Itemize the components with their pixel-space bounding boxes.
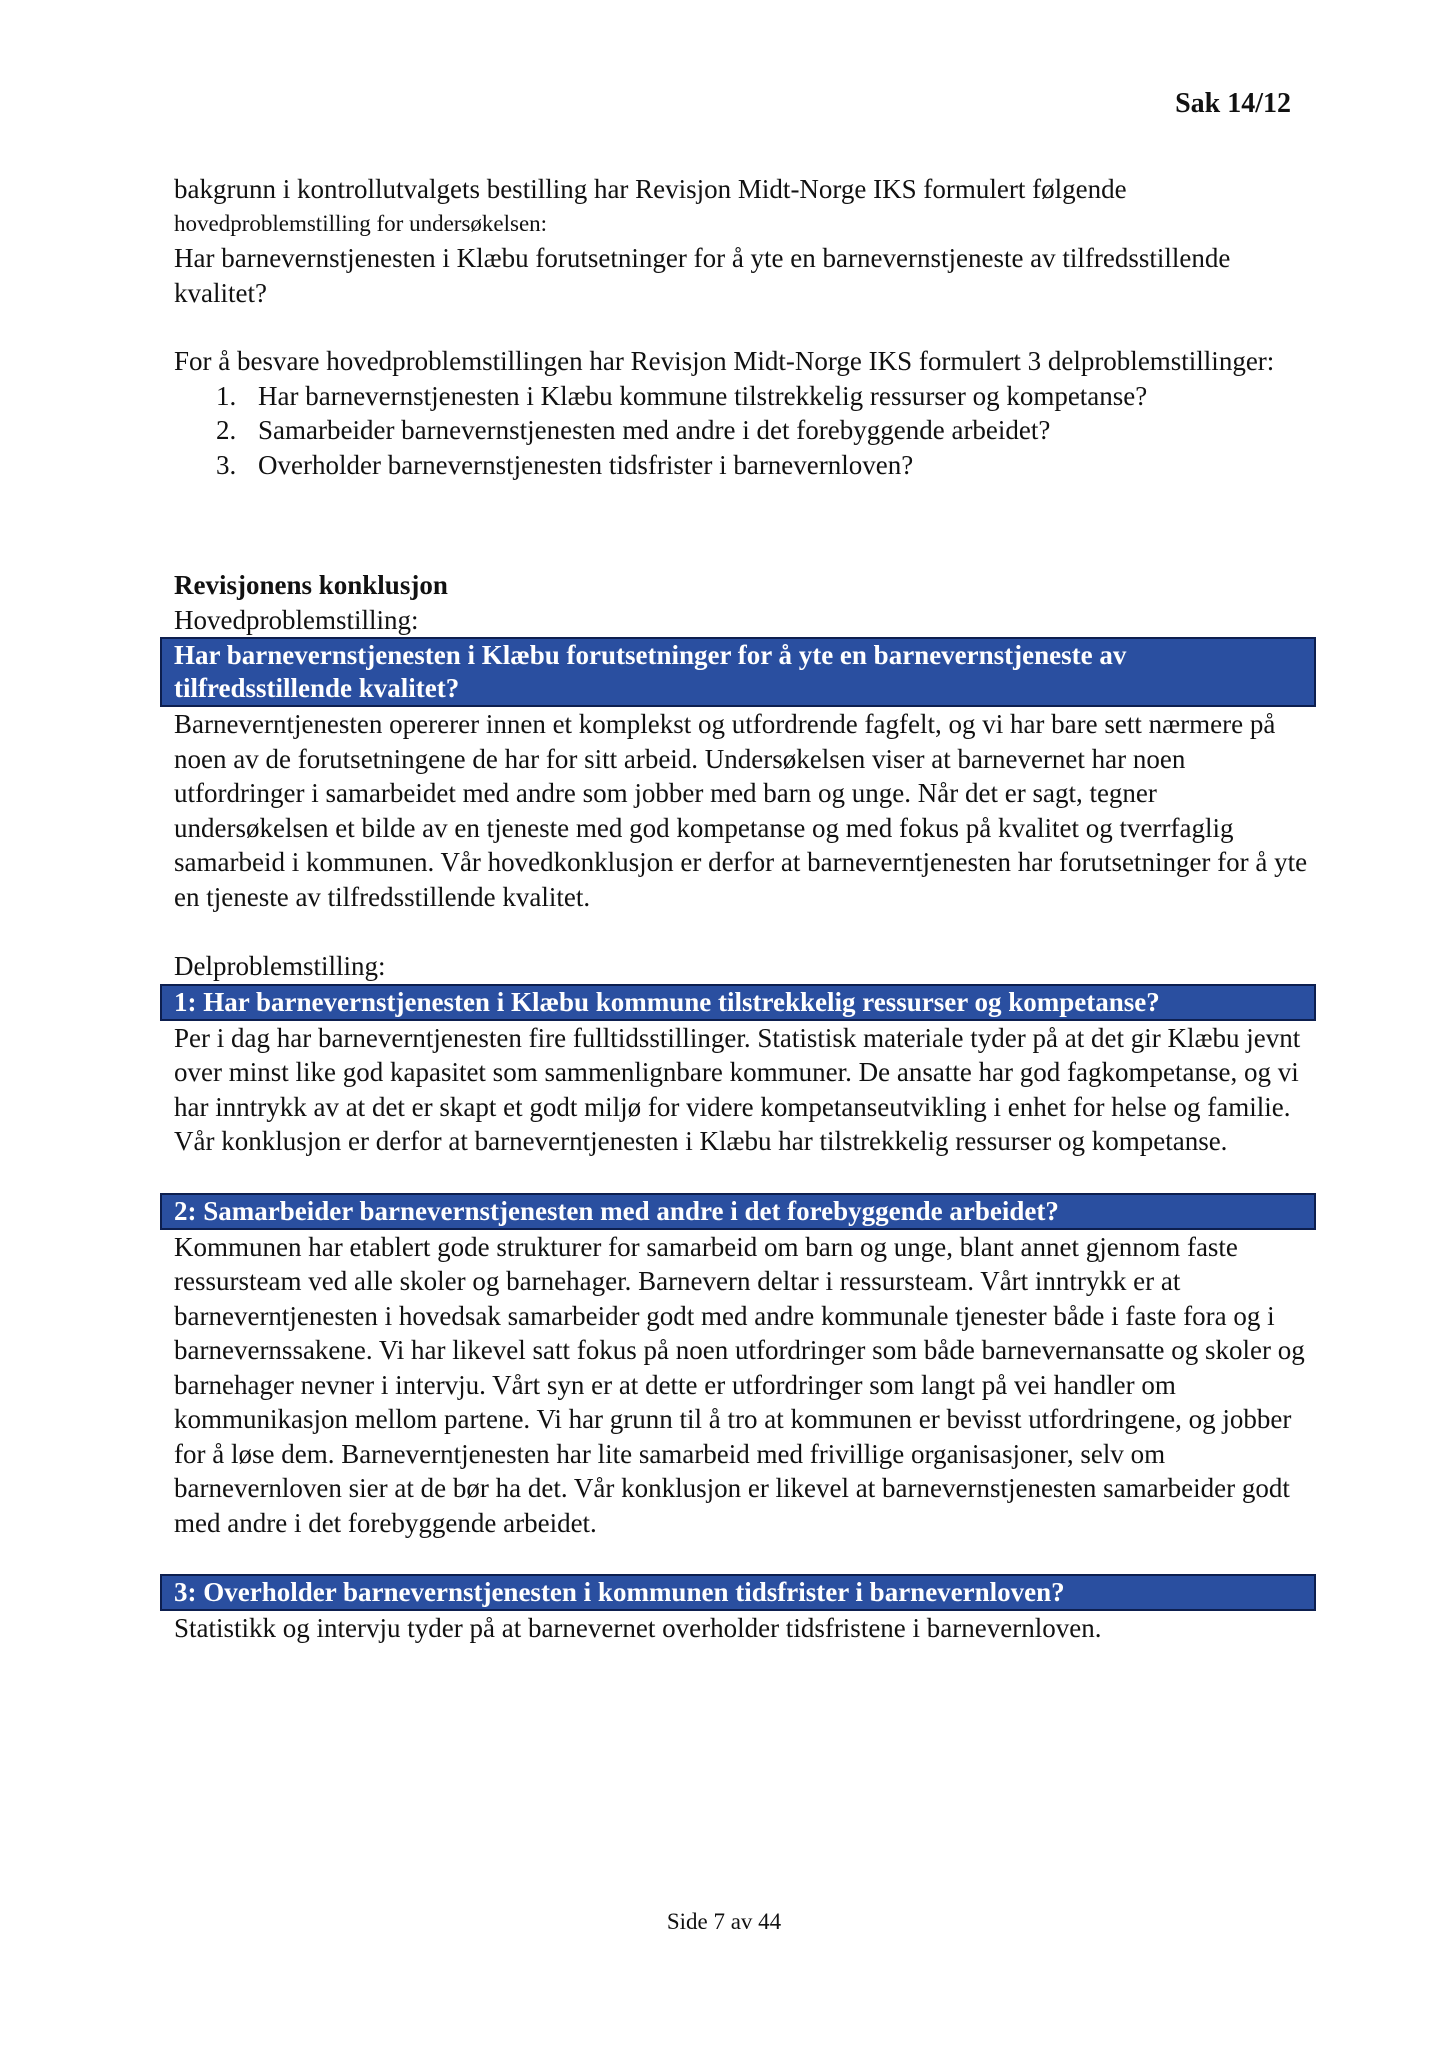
sub-question-3-box: 3: Overholder barnevernstjenesten i kommunen tidsfrister i barnevernloven? bbox=[160, 1574, 1316, 1611]
main-answer: Barneverntjenesten opererer innen et komplekst og utfordrende fagfelt, og vi har bare sett nærmere på noen av de forutsetningene de har for sitt arbeid. Undersøkelsen viser at barnevernet har noen utfordringer i samarbeidet med andre som jobber med barn og unge. Når det er sagt, tegner undersøkelsen et bilde av en tjeneste med god kompetanse og med fokus på kvalitet og tverrfaglig samarbeid i kommunen. Vår hovedkonklusjon er derfor at barneverntjenesten har forutsetninger for å yte en tjeneste av tilfredsstillende kvalitet. bbox=[174, 709, 1308, 912]
subquestions-intro: For å besvare hovedproblemstillingen har Revisjon Midt-Norge IKS formulert 3 delproblemstillinger: bbox=[174, 346, 1275, 376]
subquestions-list bbox=[174, 379, 1314, 483]
sub-question-1-box: 1: Har barnevernstjenesten i Klæbu kommune tilstrekkelig ressurser og kompetanse? bbox=[160, 984, 1316, 1021]
list-number: 2. bbox=[216, 415, 237, 445]
sub-question-2-box: 2: Samarbeider barnevernstjenesten med andre i det forebyggende arbeidet? bbox=[160, 1193, 1316, 1230]
intro-question: Har barnevernstjenesten i Klæbu forutsetninger for å yte en barnevernstjeneste av tilfredsstillende kvalitet? bbox=[174, 243, 1231, 308]
conclusion-title: Revisjonens konklusjon bbox=[174, 570, 448, 600]
main-question-box: Har barnevernstjenesten i Klæbu forutsetninger for å yte en barnevernstjeneste av tilfredsstillende kvalitet? bbox=[160, 637, 1316, 707]
list-item bbox=[174, 379, 1314, 414]
list-item bbox=[174, 413, 1314, 448]
sub-answer-1: Per i dag har barneverntjenesten fire fulltidsstillinger. Statistisk materiale tyder på at det gir Klæbu jevnt over minst like god kapasitet som sammenlignbare kommuner. De ansatte har god fagkompetanse, og vi har inntrykk av at det er skapt et godt miljø for videre kompetanseutvikling i enhet for helse og familie. Vår konklusjon er derfor at barneverntjenesten i Klæbu har tilstrekkelig ressurser og kompetanse. bbox=[174, 1022, 1301, 1156]
main-question-label: Hovedproblemstilling: bbox=[174, 604, 419, 635]
intro-line-1: bakgrunn i kontrollutvalgets bestilling har Revisjon Midt-Norge IKS formulert følgende bbox=[174, 174, 1127, 204]
case-reference: Sak 14/12 bbox=[1175, 88, 1291, 119]
list-number: 1. bbox=[216, 380, 237, 411]
list-number: 3. bbox=[216, 449, 237, 480]
intro-line-2: hovedproblemstilling for undersøkelsen: bbox=[174, 210, 548, 236]
sub-answer-2: Kommunen har etablert gode strukturer for samarbeid om barn og unge, blant annet gjennom faste ressursteam ved alle skoler og barnehager. Barnevern deltar i ressursteam. Vårt inntrykk er at barneverntjenesten i hovedsak samarbeider godt med andre kommunale tjenester både i faste fora og i barnevernssakene. Vi har likevel satt fokus på noen utfordringer som både barnevernansatte og skoler og barnehager nevner i intervju. Vårt syn er at dette er utfordringer som langt på vei handler om kommunikasjon mellom partene. Vi har grunn til å tro at kommunen er bevisst utfordringene, og jobber for å løse dem. Barneverntjenesten har lite samarbeid med frivillige organisasjoner, selv om barnevernloven sier at de bør ha det. Vår konklusjon er likevel at barnevernstjenesten samarbeider godt med andre i det forebyggende arbeidet. bbox=[174, 1231, 1305, 1538]
page-number: Side 7 av 44 bbox=[666, 1909, 782, 1934]
list-text: Har barnevernstjenesten i Klæbu kommune tilstrekkelig ressurser og kompetanse? bbox=[258, 380, 1148, 411]
document-body bbox=[174, 172, 1314, 1646]
sub-answer-3: Statistikk og intervju tyder på at barnevernet overholder tidsfristene i barnevernloven. bbox=[174, 1613, 1102, 1643]
list-text: Samarbeider barnevernstjenesten med andre i det forebyggende arbeidet? bbox=[258, 415, 1051, 445]
sub-question-label: Delproblemstilling: bbox=[174, 951, 386, 981]
list-text: Overholder barnevernstjenesten tidsfrister i barnevernloven? bbox=[258, 449, 914, 480]
list-item bbox=[174, 448, 1314, 483]
